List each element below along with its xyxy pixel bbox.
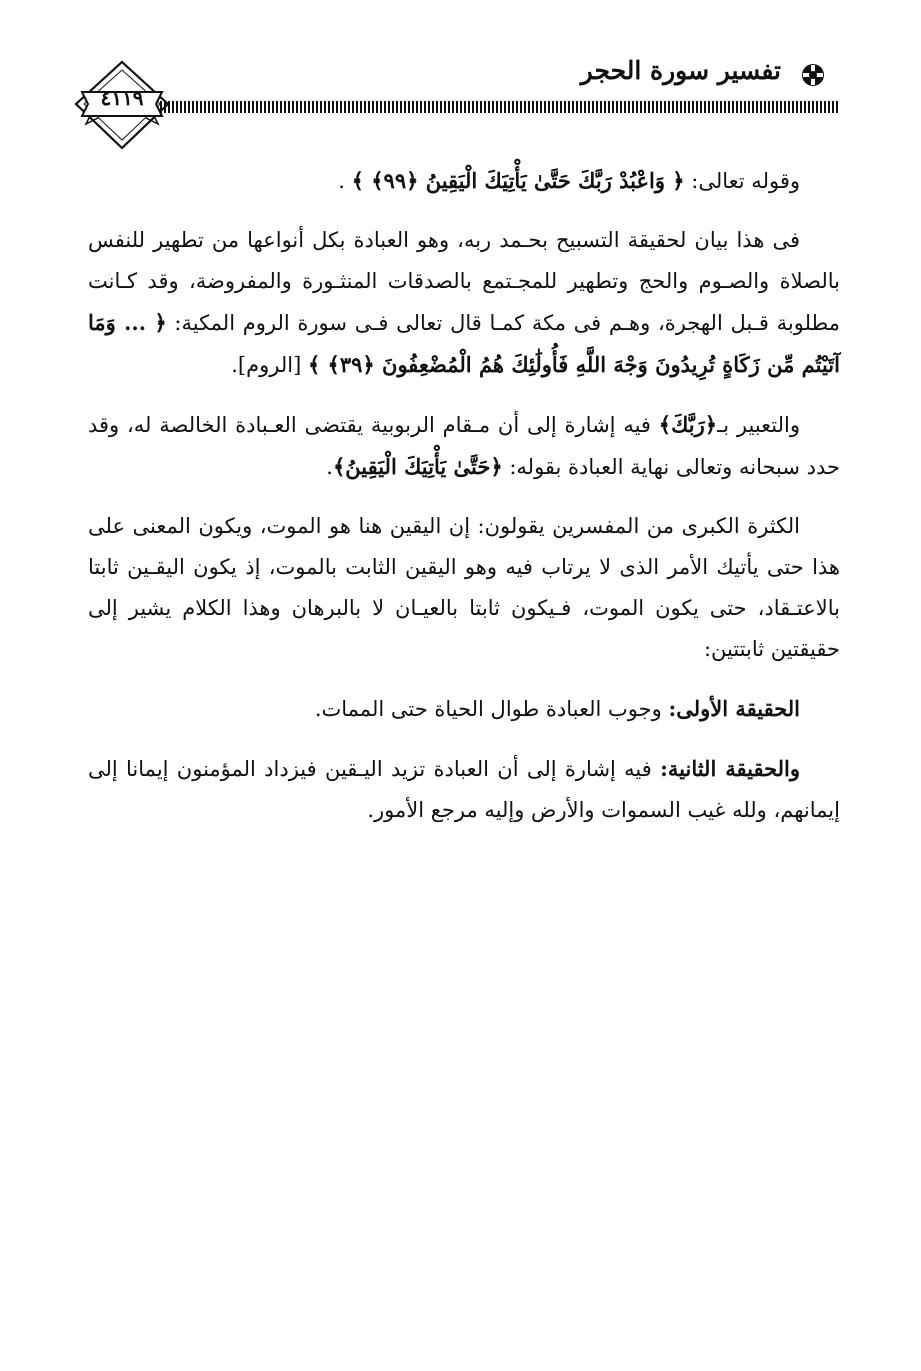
surah-title: تفسير سورة الحجر bbox=[580, 56, 781, 85]
verse-tail: . bbox=[338, 169, 352, 193]
page-header bbox=[0, 0, 921, 160]
paragraph-3 bbox=[88, 404, 840, 488]
paragraph-text: وجوب العبادة طوال الحياة حتى الممات. bbox=[314, 697, 669, 721]
paragraph-text: فيه إشارة إلى أن العبادة تزيد اليـقين فيزداد المؤمنون إيمانا إلى إيمانهم، ولله غيب السموات والأرض وإليه مرجع الأمور. bbox=[88, 757, 840, 822]
quran-verse: ﴿ وَاعْبُدْ رَبَّكَ حَتَّىٰ يَأْتِيَكَ الْيَقِينُ ﴿٩٩﴾ ﴾ bbox=[351, 168, 685, 193]
truth-label: الحقيقة الأولى: bbox=[668, 696, 800, 721]
paragraph-2 bbox=[88, 220, 840, 386]
truth-label: والحقيقة الثانية: bbox=[660, 756, 800, 781]
paragraph-text: فيه إشارة إلى أن مـقام الربوبية يقتضى العـبادة الخالصة له، وقد حدد سبحانه وتعالى نهاية العبادة بقوله: bbox=[88, 413, 840, 479]
paragraph-end: . bbox=[326, 455, 333, 479]
verse-intro: وقوله تعالى: bbox=[684, 169, 800, 193]
page-number: ٤١١٩ bbox=[100, 86, 144, 110]
page-body bbox=[88, 160, 840, 849]
paragraph-text: فى هذا بيان لحقيقة التسبيح بحـمد ربه، وهو العبادة بكل أنواعها من تطهير للنفس بالصلاة والصـوم والحج وتطهير للمجـتمع بالصدقات المنثـورة والمفروضة، وقد كـانت مطلوبة قـبل الهجرة، وهـم فى مكة كمـا قال تعالى فـى سورة الروم المكية: bbox=[88, 228, 840, 335]
flower-ornament-icon bbox=[800, 62, 826, 88]
quran-verse: ﴿حَتَّىٰ يَأْتِيَكَ الْيَقِينُ﴾ bbox=[332, 454, 503, 479]
paragraph-6 bbox=[88, 748, 840, 831]
quran-word: ﴿رَبَّكَ﴾ bbox=[658, 412, 718, 437]
paragraph-4: الكثرة الكبرى من المفسرين يقولون: إن اليقين هنا هو الموت، ويكون المعنى على هذا حتى يأتيك الأمر الذى لا يرتاب فيه وهو اليقين الثابت بالموت، إذ يكون اليقـين ثابتا بالاعتـقاد، حتى يكون الموت، فـيكون ثابتا بالعيـان لا بالبرهان وهذا الكلام يشير إلى حقيقتين ثابتتين: bbox=[88, 514, 840, 661]
paragraph-text: والتعبير بـ bbox=[717, 413, 800, 437]
header-rule bbox=[160, 99, 838, 115]
paragraph-5 bbox=[88, 688, 840, 730]
surah-reference: [الروم]. bbox=[231, 353, 308, 377]
paragraph-1 bbox=[88, 160, 840, 202]
quran-verse: ﴿ ... وَمَا آتَيْتُم مِّن زَكَاةٍ تُرِيدُونَ وَجْهَ اللَّهِ فَأُولَٰئِكَ هُمُ الْمُضْعِفُونَ ﴿٣٩﴾ ﴾ bbox=[88, 310, 840, 377]
